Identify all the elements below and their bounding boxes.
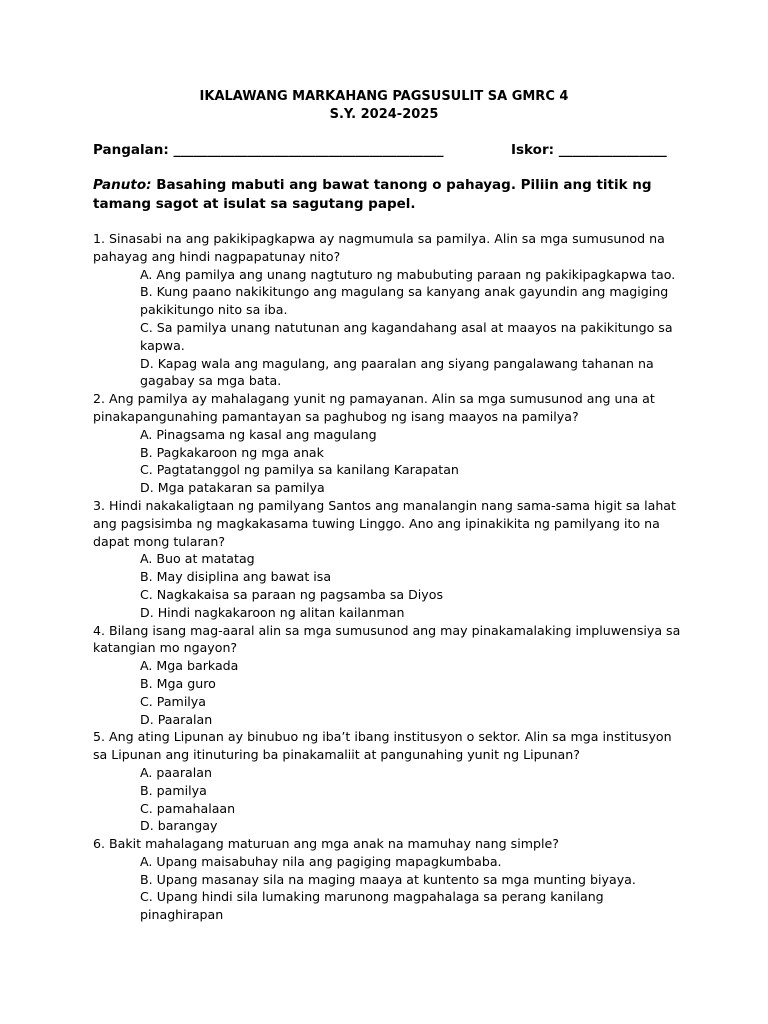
question-3 <box>93 497 683 622</box>
question-stem: 5. Ang ating Lipunan ay binubuo ng iba’t ibang institusyon o sektor. Alin sa mga institusyon sa Lipunan ang itinuturing ba pinakamaliit at pangunahing yunit ng Lipunan? <box>93 729 672 763</box>
question-2 <box>93 390 683 497</box>
answer-option: C. Upang hindi sila lumaking marunong magpahalaga sa perang kanilang pinaghirapan <box>140 889 604 923</box>
answer-options <box>93 853 683 924</box>
name-score-row <box>93 142 678 158</box>
question-list <box>93 230 683 924</box>
answer-option: C. Sa pamilya unang natutunan ang kagandahang asal at maayos na pakikitungo sa kapwa. <box>140 319 673 353</box>
answer-option: B. pamilya <box>140 782 207 798</box>
instructions-text: Basahing mabuti ang bawat tanong o pahayag. Piliin ang titik ng tamang sagot at isulat sa sagutang papel. <box>93 177 652 212</box>
question-5 <box>93 728 683 835</box>
answer-option: C. Pagtatanggol ng pamilya sa kanilang Karapatan <box>140 462 459 478</box>
answer-option: B. Kung paano nakikitungo ang magulang sa kanyang anak gayundin ang magiging pakikitungo nito sa iba. <box>140 284 669 318</box>
answer-option: B. Mga guro <box>140 675 216 691</box>
answer-option: A. Upang maisabuhay nila ang pagiging mapagkumbaba. <box>140 853 502 869</box>
answer-options <box>93 764 683 835</box>
exam-title: IKALAWANG MARKAHANG PAGSUSULIT SA GMRC 4 <box>199 89 569 104</box>
answer-option: D. Hindi nagkakaroon ng alitan kailanman <box>140 604 405 620</box>
question-stem: 4. Bilang isang mag-aaral alin sa mga sumusunod ang may pinakamalaking impluwensiya sa katangian mo ngayon? <box>93 622 681 656</box>
answer-option: A. Buo at matatag <box>140 551 255 567</box>
answer-option: C. Nagkakaisa sa paraan ng pagsamba sa Diyos <box>140 586 444 602</box>
question-stem: 2. Ang pamilya ay mahalagang yunit ng pamayanan. Alin sa mga sumusunod ang una at pinakapangunahing pamantayan sa paghubog ng isang maayos na pamilya? <box>93 391 655 424</box>
answer-option: A. Mga barkada <box>140 658 239 674</box>
answer-options <box>93 266 683 391</box>
name-field-label: Pangalan: ________________________________________ <box>93 142 444 158</box>
answer-option: D. Paaralan <box>140 711 213 727</box>
question-stem: 6. Bakit mahalagang maturuan ang mga anak na mamuhay nang simple? <box>93 836 559 852</box>
answer-options <box>93 426 683 497</box>
answer-option: B. Pagkakaroon ng mga anak <box>140 444 324 460</box>
answer-option: B. May disiplina ang bawat isa <box>140 569 332 585</box>
answer-options <box>93 550 683 621</box>
score-field-label: Iskor: ________________ <box>511 142 667 158</box>
answer-option: A. Pinagsama ng kasal ang magulang <box>140 426 377 442</box>
question-stem: 3. Hindi nakakaligtaan ng pamilyang Santos ang manalangin nang sama-sama higit sa lahat ang pagsisimba ng magkakasama tuwing Linggo. Ano ang ipinakikita ng pamilyang ito na dapat mong tularan? <box>93 497 676 549</box>
instructions <box>93 176 678 214</box>
answer-options <box>93 657 683 728</box>
answer-option: D. Mga patakaran sa pamilya <box>140 480 325 496</box>
instructions-label: Panuto: <box>93 177 152 193</box>
answer-option: C. Pamilya <box>140 693 206 709</box>
answer-option: B. Upang masanay sila na maging maaya at kuntento sa mga munting biyaya. <box>140 871 636 887</box>
answer-option: A. Ang pamilya ang unang nagtuturo ng mabubuting paraan ng pakikipagkapwa tao. <box>140 266 676 282</box>
answer-option: A. paaralan <box>140 764 212 780</box>
question-6 <box>93 835 683 924</box>
answer-option: D. Kapag wala ang magulang, ang paaralan ang siyang pangalawang tahanan na gagabay sa mga bata. <box>140 355 654 389</box>
answer-option: C. pamahalaan <box>140 800 236 816</box>
question-4 <box>93 622 683 729</box>
question-1 <box>93 230 683 390</box>
school-year: S.Y. 2024-2025 <box>329 107 439 122</box>
answer-option: D. barangay <box>140 818 218 834</box>
question-stem: 1. Sinasabi na ang pakikipagkapwa ay nagmumula sa pamilya. Alin sa mga sumusunod na pahayag ang hindi nagpapatunay nito? <box>93 231 665 264</box>
